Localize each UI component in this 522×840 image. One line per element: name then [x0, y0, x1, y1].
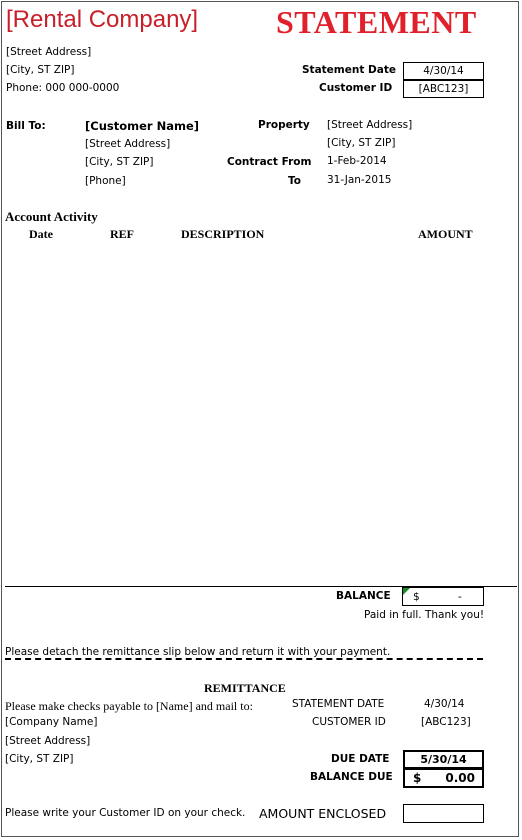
balance-due-value: 0.00 [445, 771, 475, 785]
customer-id-field[interactable]: [ABC123] [403, 80, 484, 98]
col-header-amount: AMOUNT [418, 227, 473, 241]
balance-due-label: BALANCE DUE [310, 771, 393, 783]
contract-from-label: Contract From [227, 156, 312, 168]
contract-from-value: 1-Feb-2014 [327, 155, 387, 167]
company-city: [City, ST ZIP] [6, 64, 75, 76]
company-phone: Phone: 000 000-0000 [6, 82, 120, 94]
remittance-title: REMITTANCE [204, 681, 286, 695]
remittance-city: [City, ST ZIP] [5, 753, 74, 765]
remittance-statement-date: 4/30/14 [424, 698, 465, 710]
cell-indicator-icon [403, 588, 410, 595]
activity-title: Account Activity [5, 209, 98, 224]
customer-street: [Street Address] [85, 138, 171, 150]
balance-due-field[interactable] [403, 768, 484, 788]
remittance-customer-id: [ABC123] [421, 716, 471, 728]
statement-date-label: Statement Date [302, 64, 396, 76]
remittance-statement-date-label: STATEMENT DATE [292, 698, 385, 710]
amount-enclosed-label: AMOUNT ENCLOSED [259, 806, 387, 821]
remittance-payable-line: Please make checks payable to [Name] and mail to: [5, 699, 253, 713]
contract-to-label: To [288, 175, 301, 187]
balance-value: - [458, 591, 462, 603]
balance-note: Paid in full. Thank you! [364, 609, 485, 621]
contract-to-value: 31-Jan-2015 [327, 174, 392, 186]
customer-city: [City, ST ZIP] [85, 156, 154, 168]
col-header-date: Date [29, 227, 53, 241]
customer-name: [Customer Name] [85, 119, 200, 133]
property-label: Property [258, 119, 310, 131]
col-header-description: DESCRIPTION [181, 227, 265, 241]
customer-phone: [Phone] [85, 175, 126, 187]
due-date-field[interactable]: 5/30/14 [403, 750, 484, 769]
remittance-street: [Street Address] [5, 735, 91, 747]
bill-to-label: Bill To: [6, 120, 46, 132]
remittance-customer-id-label: CUSTOMER ID [312, 716, 386, 728]
balance-label: BALANCE [336, 590, 391, 602]
balance-due-currency: $ [413, 771, 422, 785]
detach-note: Please detach the remittance slip below and return it with your payment. [5, 646, 391, 658]
statement-date-field[interactable]: 4/30/14 [403, 62, 484, 80]
detach-line [5, 658, 483, 660]
property-street: [Street Address] [327, 119, 413, 131]
footer-note: Please write your Customer ID on your check. [5, 807, 246, 819]
balance-field[interactable] [402, 587, 484, 606]
amount-enclosed-field[interactable] [403, 804, 484, 823]
property-city: [City, ST ZIP] [327, 137, 396, 149]
balance-currency: $ [413, 591, 420, 603]
document-title: STATEMENT [276, 4, 477, 40]
company-name: [Rental Company] [6, 6, 199, 33]
remittance-company: [Company Name] [5, 716, 98, 728]
customer-id-label: Customer ID [319, 82, 393, 94]
due-date-label: DUE DATE [331, 753, 390, 765]
col-header-ref: REF [110, 227, 134, 241]
company-street: [Street Address] [6, 46, 92, 58]
